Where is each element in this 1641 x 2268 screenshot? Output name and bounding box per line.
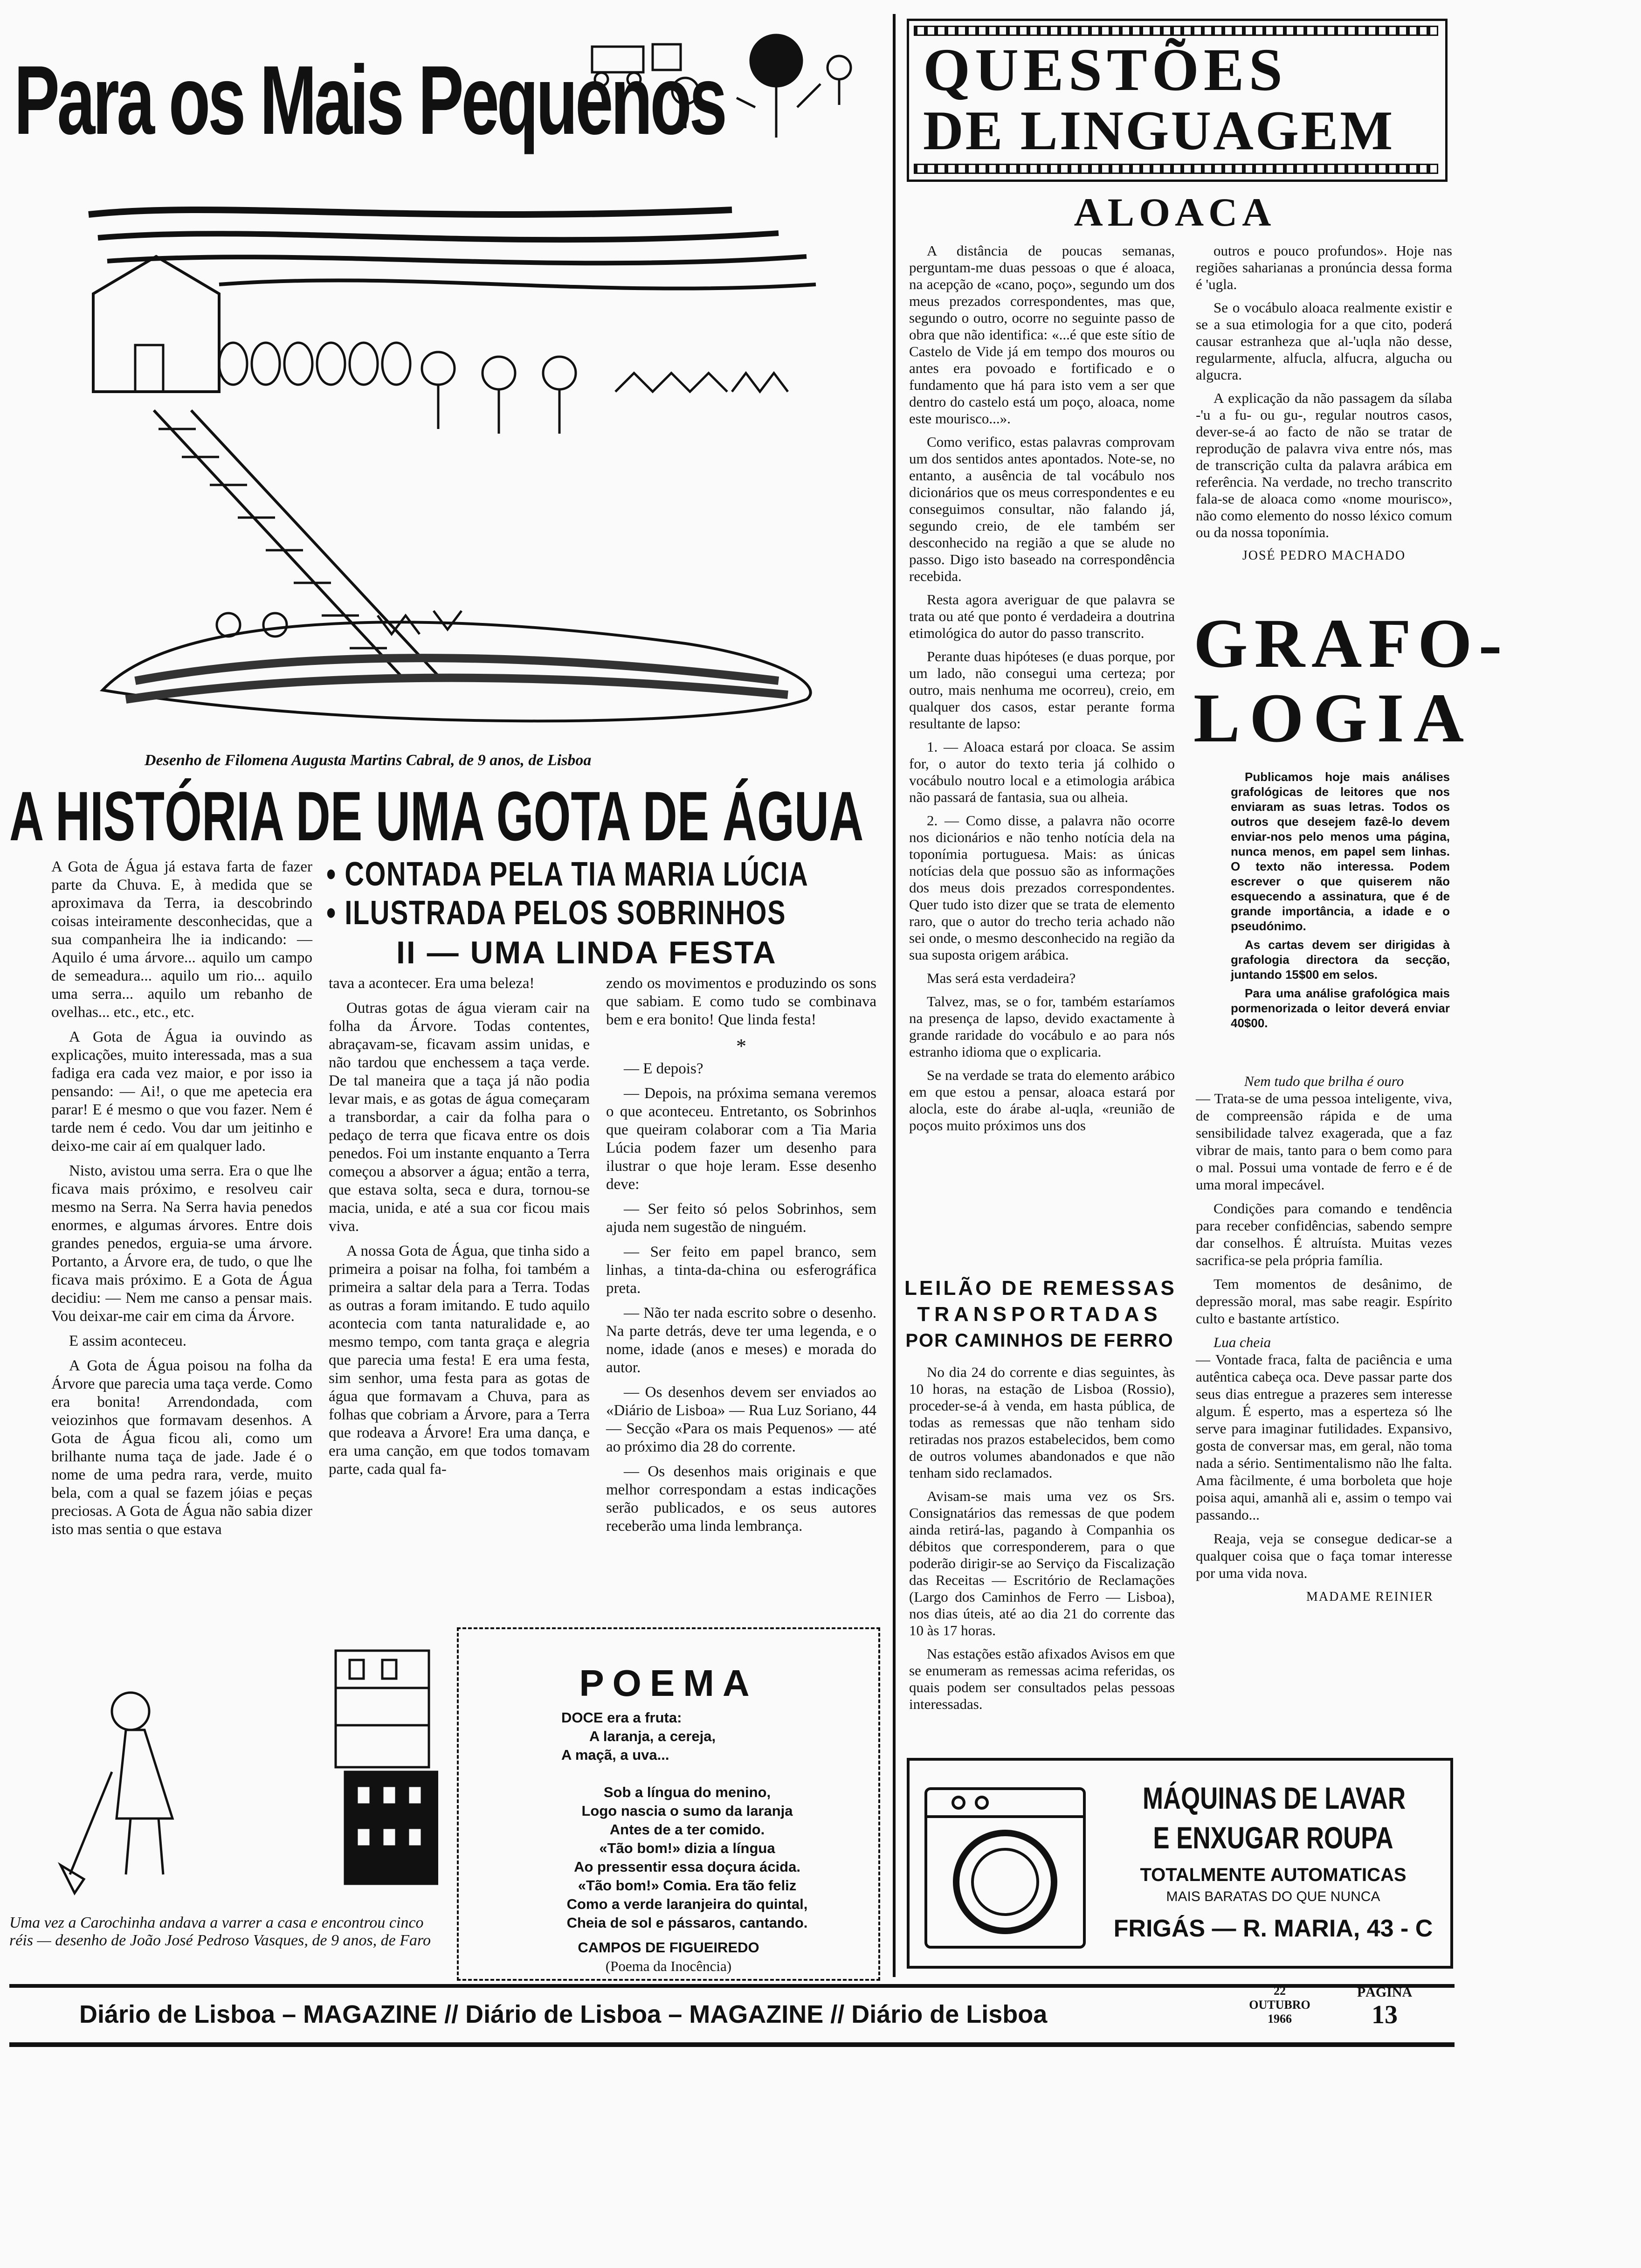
kids-col3-p1: zendo os movimentos e produzindo os sons que sabiam. E como tudo se combinava bem e era bonito! Que linda festa! [606, 975, 876, 1028]
kids-col3-p7: — Os desenhos devem ser enviados ao «Diário de Lisboa» — Rua Luz Soriano, 44 — Secção «Para os mais Pequenos» — até ao próximo dia 28 do corrente. [606, 1384, 876, 1455]
lang-col1-p4: Perante duas hipóteses (e duas porque, por um lado, não consegui uma certeza; por outro, mais nenhuma me ocorreu), creio, em qualquer dos casos, estar perante forma resultante de lapso: [909, 648, 1175, 732]
grafo-title-2: LOGIA [1193, 679, 1474, 757]
lang-header-2: DE LINGUAGEM [923, 99, 1395, 161]
kids-subhead-1: • CONTADA PELA TIA MARIA LÚCIA [326, 856, 809, 893]
poem-stanza-2 [515, 1783, 860, 1932]
leilao-title-3: POR CAMINHOS DE FERRO [905, 1330, 1174, 1351]
carochinha-caption: Uma vez a Carochinha andava a varrer a casa e encontrou cinco réis — desenho de João José Pedroso Vasques, de 9 anos, de Faro [9, 1914, 431, 1949]
kids-subhead-2: • ILUSTRADA PELOS SOBRINHOS [326, 894, 786, 932]
leilao-p3: Nas estações estão afixados Avisos em que se enumeram as remessas acima referidas, os quais podem ser consultados pelas pessoas interessadas. [909, 1646, 1175, 1712]
lang-header-box [907, 19, 1448, 182]
kids-drawing-landscape [79, 196, 834, 737]
drawing-svg [79, 196, 834, 737]
poem-line: Logo nascia o sumo da laranja [581, 1803, 793, 1819]
grafo-p1-title: Nem tudo que brilha é ouro [1244, 1073, 1404, 1089]
kids-part-title: II — UMA LINDA FESTA [396, 935, 777, 970]
lang-col2-p2: Se o vocábulo aloaca realmente existir e se a sua etimologia for a que cito, poderá causar estranheza que al-'uqla não desse, regularmente, alfucla, alfucra, algucha ou algucra. [1196, 299, 1452, 383]
poem-title: POEMA [579, 1662, 758, 1704]
kids-drawing-carochinha [56, 1632, 438, 1898]
footer-page-label: PÁGINA [1357, 1984, 1413, 2000]
poem-line: Antes de a ter comido. [609, 1821, 765, 1838]
leilao-p2: Avisam-se mais uma vez os Srs. Consignatários das remessas de que podem ainda retirá-las, pagando à Companhia os débitos que corresponderem, para o que poderão dirigir-se ao Serviço da Fiscalização das Receitas — Escritório de Reclamações (Largo dos Caminhos de Ferro — Lisboa), nos dias úteis, até ao dia 21 do corrente das 10 às 17 horas. [909, 1488, 1175, 1639]
grafo-intro-p2: As cartas devem ser dirigidas à grafologia directora da secção, juntando 15$00 em selos. [1231, 938, 1450, 982]
lang-column-2 [1196, 242, 1452, 564]
grafo-column [1196, 1072, 1452, 1605]
poem-source: (Poema da Inocência) [605, 1958, 732, 1974]
lang-col2-p3: A explicação da não passagem da sílaba -'u a fu- ou gu-, regular noutros casos, dever-se-á ao facto de não se tratar de reprodução de palavra viva entre nós, mas de transcrição culta da palavra arábica em referência. Na verdade, no trecho transcrito fala-se de aloaca como «nome mourisco», não como elemento do nosso léxico comum ou da nossa toponímia. [1196, 390, 1452, 540]
poem-line: A maçã, a uva... [561, 1747, 669, 1763]
lang-author: JOSÉ PEDRO MACHADO [1242, 548, 1406, 563]
leilao-title-2: TRANSPORTADAS [917, 1303, 1162, 1326]
kids-col2-p3: A nossa Gota de Água, que tinha sido a primeira a poisar na folha, foi também a primeira a saltar dela para a Terra. Todas as outras a foram imitando. E tudo aquilo acontecia com tanta naturalidade e, ao mesmo tempo, com tanta graça e alegria que parecia uma festa! E era uma festa, sim senhor, uma festa para as gotas de água que formavam a Chuva, para as folhas que cobriam a Árvore, para a Terra que rodeava a Árvore! Era uma dança, e era uma canção, em que todos tomavam parte, cada qual fa- [329, 1243, 590, 1478]
kids-col1-p3: Nisto, avistou uma serra. Era o que lhe ficava mais próximo, e resolveu cair mesmo na Serra. Na Serra havia penedos enormes, e algumas árvores. Entre dois grandes penedos, erguia-se uma árvore. Portanto, a Árvore era, de tudo, o que lhe ficava mais próximo. E a Gota de Água decidiu: — Nem me canso a pensar mais. Vou deixar-me cair em cima da Árvore. [51, 1162, 312, 1325]
banner-title: Para os Mais Pequenos [14, 45, 725, 155]
section-star: * [736, 1035, 746, 1058]
footer-year: 1966 [1268, 2012, 1292, 2026]
footer-page-number: 13 [1372, 2000, 1398, 2029]
chain-border-top [914, 26, 1438, 36]
kids-col3-p3: — Depois, na próxima semana veremos o que aconteceu. Entretanto, os Sobrinhos que queiram colaborar com a Tia Maria Lúcia podem fazer um desenho para ilustrar o que hoje leram. Esse desenho deve: [606, 1085, 876, 1193]
grafo-p1: — Trata-se de uma pessoa inteligente, viva, de compreensão rápida e de uma sensibilidade talvez exagerada, que a faz vibrar de mais, tanto para o bem como para o mal. Possui uma vontade de ferro e é de uma moral impecável. [1196, 1090, 1452, 1193]
kids-headline: A HISTÓRIA DE UMA GOTA DE ÁGUA [9, 777, 864, 855]
lang-col1-p7: Mas será esta verdadeira? [927, 970, 1076, 986]
poem-line: Sob a língua do menino, [603, 1784, 771, 1800]
footer-page [1343, 1984, 1427, 2029]
poem-author: CAMPOS DE FIGUEIREDO [578, 1939, 759, 1956]
grafo-intro-p1: Publicamos hoje mais análises grafológicas de leitores que nos enviaram as suas letras. Todos os outros que desejem fazê-lo devem enviar-nos pelo menos uma página, nunca menos, em papel sem linhas. O texto não interessa. Podem escrever o que quiserem não esquecendo a assinatura, que é de grande importância, a idade e o pseudónimo. [1231, 770, 1450, 933]
footer-rule-bottom [9, 2042, 1455, 2047]
lang-col1-p9: Se na verdade se trata do elemento arábico em que estou a pensar, aloaca estará por alocla, este do árabe al-uqla, «reunião de poços muito próximos uns dos [909, 1067, 1175, 1134]
grafo-p5: Reaja, veja se consegue dedicar-se a qualquer coisa que o faça tomar interesse por uma vida nova. [1196, 1530, 1452, 1581]
poem-line: Cheia de sol e pássaros, cantando. [566, 1915, 808, 1931]
washing-machine-ad [907, 1758, 1453, 1969]
leilao-title-1: LEILÃO DE REMESSAS [904, 1277, 1177, 1300]
leilao-p1: No dia 24 do corrente e dias seguintes, às 10 horas, na estação de Lisboa (Rossio), proceder-se-á à venda, em hasta pública, de todas as remessas que não tenham sido retiradas nos prazos estabelecidos, bem como de outros volumes abandonados e que não tenham sido reclamados. [909, 1364, 1175, 1481]
lang-col1-p1: A distância de poucas semanas, perguntam-me duas pessoas o que é aloaca, na acepção de «cano, poço», segundo um dos meus prezados correspondentes, mas que, segundo o outro, ocorre no seguinte passo de obra que não identifica: «...é que este sítio de Castelo de Vide já em tempo dos mouros ou antes era povoado e fortificado e o fundamento que há para isto vem a ser que dentro do castelo está um poço, aloaca, nome este mourisco...». [909, 242, 1175, 427]
drawing-carochinha-svg [56, 1632, 438, 1898]
lang-col2-p1: outros e pouco profundos». Hoje nas regiões saharianas a pronúncia dessa forma é 'ugla. [1196, 242, 1452, 292]
ad-line-3: TOTALMENTE AUTOMATICAS [1140, 1865, 1407, 1885]
lang-col1-p6: 2. — Como disse, a palavra não ocorre nos dicionários e não tenho notícia dela na toponímia portuguesa. Mais: as únicas notícias dela que possuo são as informações dos meus dois prezados correspondentes. Quer tudo isto dizer que se trata de elemento raro, que o autor do trecho teria achado não sei onde, o mesmo desconhecido na região da sua suposta origem arábica. [909, 812, 1175, 963]
kids-column-3 [606, 975, 876, 1542]
kids-col2-p2: Outras gotas de água vieram cair na folha da Árvore. Todas contentes, abraçavam-se, ficavam assim unidas, e não tardou que enchessem a taça verde. De tal maneira que a taça já não podia levar mais, e as gotas de água começaram a transbordar, a cair da folha para o pedaço de terra que ficava entre os dois penedos. Foi um instante enquanto a Terra começou a absorver a água; então a terra, que estava solta, seca e dura, tornou-se macia, unida, e até a sua cor ficou mais viva. [329, 1000, 590, 1235]
kids-col3-p8: — Os desenhos mais originais e que melhor correspondam a estas indicações serão publicados, e os seus autores receberão uma linda lembrança. [606, 1463, 876, 1535]
leilao-column [909, 1364, 1175, 1719]
kids-col1-p2: A Gota de Água ia ouvindo as explicações, muito interessada, mas a sua fadiga era cada vez maior, e por isso ia pensando: — Ai!, o que me apetecia era parar! E é mesmo o que vou fazer. Nem é tarde nem é cedo. Vou dar um jeitinho e deixo-me cair aí em qualquer lado. [51, 1029, 312, 1155]
washing-machine-icon [921, 1784, 1094, 1952]
ad-line-4: MAIS BARATAS DO QUE NUNCA [1166, 1889, 1380, 1904]
grafo-intro-p3: Para uma análise grafológica mais pormenorizada o leitor deverá enviar 40$00. [1231, 986, 1450, 1030]
footer-rule-top [9, 1984, 1455, 1988]
kids-col3-p2: — E depois? [624, 1060, 703, 1077]
grafo-p3: Tem momentos de desânimo, de depressão moral, mas sabe reagir. Espírito culto e bastante artístico. [1196, 1276, 1452, 1327]
footer-date [1240, 1984, 1319, 2026]
kids-col1-p1: A Gota de Água já estava farta de fazer parte da Chuva. E, à medida que se aproximava da Terra, ia descobrindo coisas inteiramente desconhecidas, que a sua companheira lhe ia indicando: — Aquilo é uma árvore... aquilo um campo de semeadura... aquilo um rio... aquilo uma serra... aquilo um rebanho de ovelhas... etc., etc., etc. [51, 858, 312, 1021]
poem-stanza-1 [561, 1708, 869, 1764]
poem-box [457, 1627, 880, 1981]
kids-banner [9, 28, 886, 168]
kids-col2-p1: tava a acontecer. Era uma beleza! [329, 975, 535, 992]
kids-col3-p5: — Ser feito em papel branco, sem linhas, a tinta-da-china ou esferográfica preta. [606, 1244, 876, 1297]
footer-strip: Diário de Lisboa – MAGAZINE // Diário de Lisboa – MAGAZINE // Diário de Lisboa [79, 2000, 1048, 2028]
footer-month: OUTUBRO [1249, 1998, 1310, 2012]
lang-col1-p2: Como verifico, estas palavras comprovam um dos sentidos antes apontados. Note-se, no entanto, a ausência de tal vocábulo nos dicionários que os meus correspondentes e eu conseguimos consultar, não falando já, segundo creio, de ele também ser desconhecido na região a que se alude no passo. Digo isto baseado na correspondência recebida. [909, 434, 1175, 584]
leilao-header [904, 1275, 1175, 1354]
chain-border-bottom [914, 164, 1438, 174]
kids-col3-p4: — Ser feito só pelos Sobrinhos, sem ajuda nem sugestão de ninguém. [606, 1201, 876, 1236]
kids-column-1 [51, 858, 312, 1545]
poem-line: A laranja, a cereja, [589, 1728, 716, 1744]
poem-line: Como a verde laranjeira do quintal, [566, 1896, 808, 1912]
column-divider [893, 14, 896, 1977]
poem-line: «Tão bom!» dizia a língua [599, 1840, 775, 1856]
lang-col1-p5: 1. — Aloaca estará por cloaca. Se assim for, o autor do texto teria já colhido o vocábulo noutro local e a etimologia arábica não passará de fantasia, sua ou alheia. [909, 739, 1175, 805]
drawing-caption: Desenho de Filomena Augusta Martins Cabral, de 9 anos, de Lisboa [145, 752, 592, 769]
kids-column-2 [329, 975, 590, 1485]
ad-line-5: FRIGÁS — R. MARIA, 43 - C [1113, 1915, 1433, 1942]
poem-line: DOCE era a fruta: [561, 1709, 682, 1726]
lang-header-1: QUESTÕES [923, 36, 1287, 104]
lang-col1-p8: Talvez, mas, se o for, também estaríamos na presença de lapso, devido exactamente à grande raridade do vocábulo e ao para nós estranho idioma que o explicaria. [909, 993, 1175, 1060]
poem-line: «Tão bom!» Comia. Era tão feliz [578, 1877, 797, 1894]
lang-col1-p3: Resta agora averiguar de que palavra se trata ou até que ponto é verdadeira a doutrina etimológica do autor do passo transcrito. [909, 591, 1175, 641]
kids-col1-p5: A Gota de Água poisou na folha da Árvore que parecia uma taça verde. Como era bonita! Arrendondada, com veiozinhos que formavam desenhos. A Gota de Água ficou ali, como um brilhante numa taça de jade. Jade é o nome de uma pedra rara, verde, muito bela, com a qual se fazem jóias e peças preciosas. A Gota de Água não sabia dizer isto mas sentia o que estava [51, 1357, 312, 1538]
footer-day: 22 [1274, 1984, 1286, 1998]
kids-col3-p6: — Não ter nada escrito sobre o desenho. Na parte detrás, deve ter uma legenda, e o nome, idade (anos e meses) e morada do autor. [606, 1305, 876, 1376]
ad-line-1: MÁQUINAS DE LAVAR [1143, 1781, 1406, 1815]
ad-line-2: E ENXUGAR ROUPA [1153, 1820, 1393, 1855]
lang-title: ALOACA [1074, 190, 1276, 235]
grafo-p2: Condições para comando e tendência para receber confidências, sabendo sempre dar conselhos. É altruísta. Muitas vezes sacrifica-se pela própria família. [1196, 1200, 1452, 1268]
lang-column-1 [909, 242, 1175, 1141]
kids-col1-p4: E assim aconteceu. [69, 1333, 186, 1349]
grafo-intro [1231, 769, 1450, 1030]
grafo-p4: — Vontade fraca, falta de paciência e uma autêntica cabeça oca. Deve passar parte dos seus dias entregue a prazeres sem interesse algum. É esperto, mas a esperteza só lhe serve para imaginar futilidades. Expansivo, gosta de conversar mas, em geral, não toma nada a sério. Sentimentalismo não lhe falta. Ama fàcilmente, é uma borboleta que hoje poisa aqui, amanhã ali e, assim o tempo vai passando... [1196, 1351, 1452, 1523]
grafo-author: MADAME REINIER [1306, 1590, 1434, 1604]
grafo-title-1: GRAFO- [1193, 605, 1509, 682]
grafo-p4-title: Lua cheia [1214, 1334, 1271, 1350]
poem-line: Ao pressentir essa doçura ácida. [574, 1859, 800, 1875]
